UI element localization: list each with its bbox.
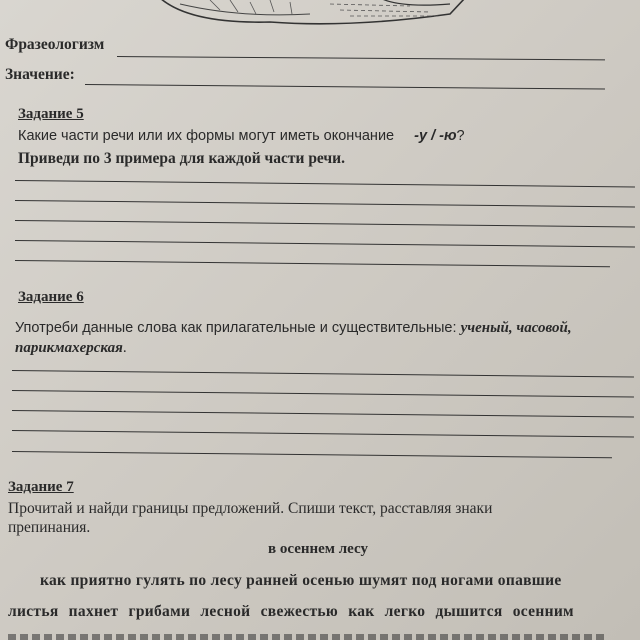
task5-answer-line[interactable]	[15, 180, 635, 187]
task7-text-line3-cutoff	[8, 628, 608, 640]
meaning-label: Значение:	[5, 66, 75, 83]
sketch-illustration	[150, 0, 470, 32]
phraseologism-label: Фразеологизм	[5, 36, 105, 53]
task5-question	[18, 128, 465, 144]
task5-ending: -у / -ю	[414, 128, 457, 144]
task7-text-heading: в осеннем лесу	[268, 541, 368, 557]
task5-answer-line[interactable]	[15, 220, 635, 227]
task6-answer-line[interactable]	[12, 430, 634, 438]
task7-text-line2: листья пахнет грибами лесной свежестью как легко дышится осенним	[8, 603, 574, 620]
task5-question-suffix: ?	[456, 128, 465, 144]
task5-question-prefix: Какие части речи или их формы могут иметь окончание	[18, 128, 395, 144]
task6-words-row	[15, 340, 127, 357]
task7-instruction-line2: препинания.	[8, 519, 91, 536]
phraseologism-answer-line[interactable]	[117, 56, 605, 60]
task6-instruction-text: Употреби данные слова как прилагательные и существительные:	[15, 320, 457, 336]
task6-words-end: .	[122, 340, 127, 356]
task6-instruction	[15, 320, 572, 337]
task5-title: Задание 5	[18, 106, 84, 122]
meaning-answer-line[interactable]	[85, 84, 605, 90]
task6-answer-line[interactable]	[12, 390, 634, 398]
task6-answer-line[interactable]	[12, 370, 634, 378]
task6-title: Задание 6	[18, 289, 84, 305]
task5-answer-line[interactable]	[15, 240, 635, 247]
task5-answer-line[interactable]	[15, 260, 610, 267]
task5-instruction: Приведи по 3 примера для каждой части речи.	[18, 150, 345, 167]
task6-answer-line[interactable]	[12, 410, 634, 418]
task6-answer-line[interactable]	[12, 451, 612, 458]
task6-words-line2: парикмахерская	[15, 340, 123, 356]
task6-words-line1: ученый, часовой,	[460, 320, 572, 336]
task5-answer-line[interactable]	[15, 200, 635, 207]
task7-text-line1: как приятно гулять по лесу ранней осенью шумят под ногами опавшие	[40, 572, 562, 589]
task7-instruction-line1: Прочитай и найди границы предложений. Спиши текст, расставляя знаки	[8, 500, 493, 517]
task7-title: Задание 7	[8, 479, 74, 495]
